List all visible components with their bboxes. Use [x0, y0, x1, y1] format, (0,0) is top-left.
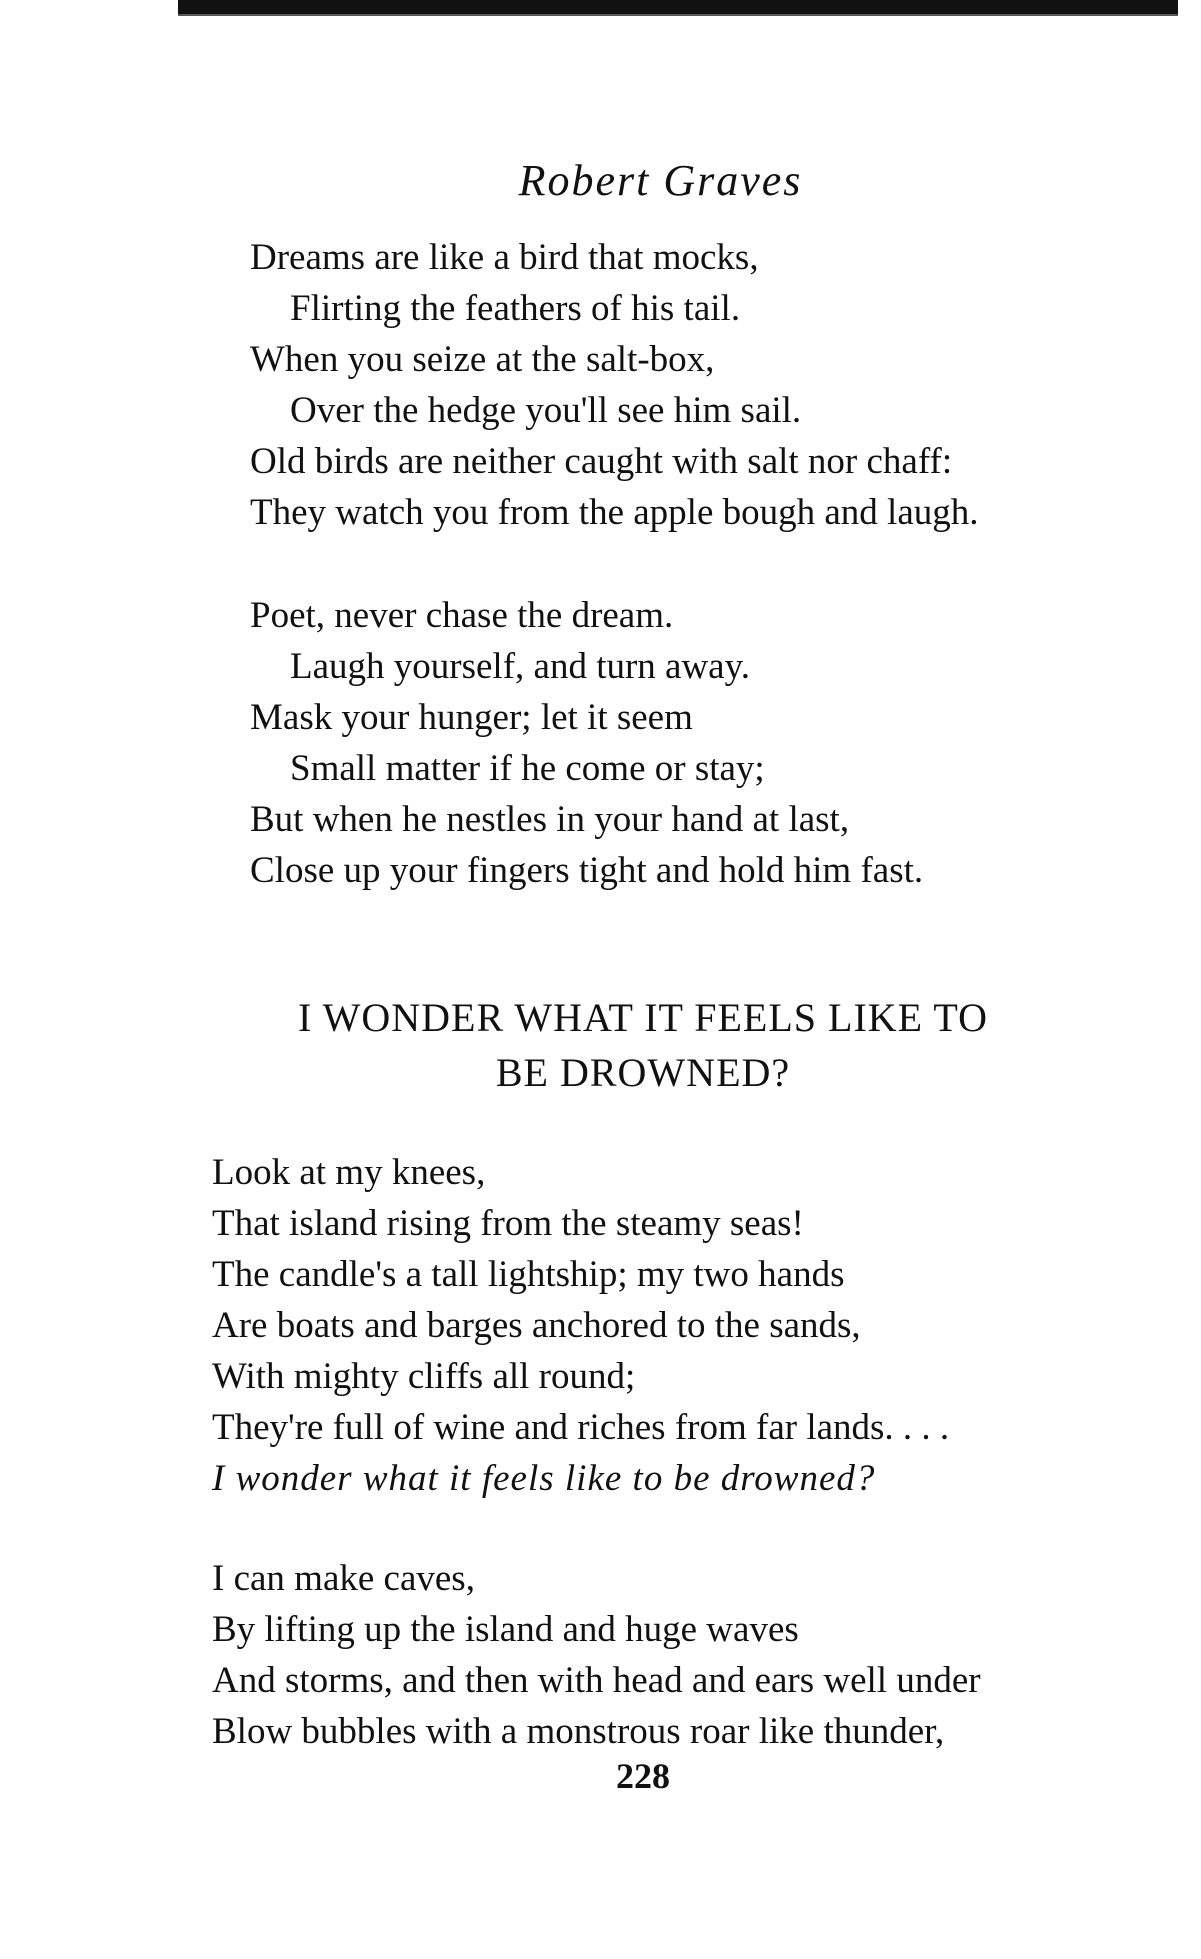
poem2-title [0, 990, 1201, 1100]
poem-line: Laugh yourself, and turn away. [290, 646, 750, 687]
page-number: 228 [616, 1756, 670, 1796]
poem-line: Blow bubbles with a monstrous roar like thunder, [212, 1711, 945, 1752]
poem2-title-line1: I WONDER WHAT IT FEELS LIKE TO [298, 995, 988, 1040]
poem-line: That island rising from the steamy seas! [212, 1203, 804, 1244]
poem-line: They watch you from the apple bough and laugh. [250, 492, 979, 533]
poem2-stanza2 [212, 1553, 981, 1757]
poem-line: But when he nestles in your hand at last, [250, 799, 850, 840]
poem-line: The candle's a tall lightship; my two hands [212, 1254, 845, 1295]
poem-line: Mask your hunger; let it seem [250, 697, 693, 738]
poem-line: Old birds are neither caught with salt nor chaff: [250, 441, 953, 482]
top-rule [178, 0, 1178, 14]
poem-refrain: I wonder what it feels like to be drowned? [212, 1458, 876, 1499]
poem-line: Flirting the feathers of his tail. [290, 288, 741, 329]
poem-line: Small matter if he come or stay; [290, 748, 765, 789]
poem-line: When you seize at the salt-box, [250, 339, 715, 380]
poem-line: Poet, never chase the dream. [250, 595, 674, 636]
running-header-author: Robert Graves [518, 156, 803, 205]
poem-line: They're full of wine and riches from far lands. . . . [212, 1407, 950, 1448]
poem2-title-line2: BE DROWNED? [495, 1050, 791, 1095]
top-rule-underline [178, 14, 1178, 16]
poem-line: I can make caves, [212, 1558, 475, 1599]
poem1-stanza2 [250, 590, 923, 896]
poem2-stanza1 [212, 1147, 949, 1504]
poem-line: Over the hedge you'll see him sail. [290, 390, 802, 431]
poem-line: And storms, and then with head and ears well under [212, 1660, 981, 1701]
poem1-stanza1 [250, 232, 979, 538]
poem-line: Dreams are like a bird that mocks, [250, 237, 759, 278]
poem-line: By lifting up the island and huge waves [212, 1609, 799, 1650]
poem-line: Are boats and barges anchored to the sands, [212, 1305, 861, 1346]
poem-line: With mighty cliffs all round; [212, 1356, 636, 1397]
poem-line: Look at my knees, [212, 1152, 486, 1193]
poem-line: Close up your fingers tight and hold him fast. [250, 850, 924, 891]
